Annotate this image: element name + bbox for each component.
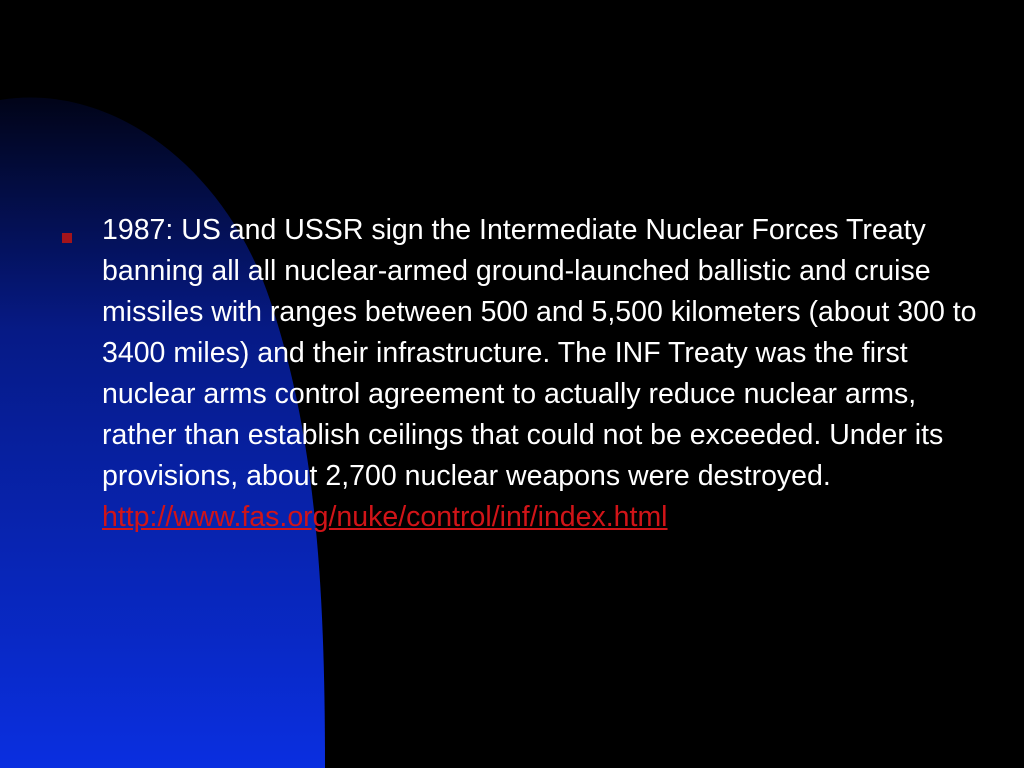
bullet-body-text: 1987: US and USSR sign the Intermediate Nuclear Forces Treaty banning all all nuclear-armed ground-launched ballistic and cruise missiles with ranges between 500 and 5,500 kilometers (about 300 to 3400 miles) and their infrastructure. The INF Treaty was the first nuclear arms control agreement to actually reduce nuclear arms, rather than establish ceilings that could not be exceeded. Under its provisions, about 2,700 nuclear weapons were destroyed. <box>102 214 977 492</box>
bullet-list <box>56 210 986 538</box>
square-bullet-icon <box>62 230 72 240</box>
reference-link[interactable]: http://www.fas.org/nuke/control/inf/index.html <box>102 501 668 533</box>
bullet-text <box>102 210 982 538</box>
bullet-item <box>56 210 986 538</box>
